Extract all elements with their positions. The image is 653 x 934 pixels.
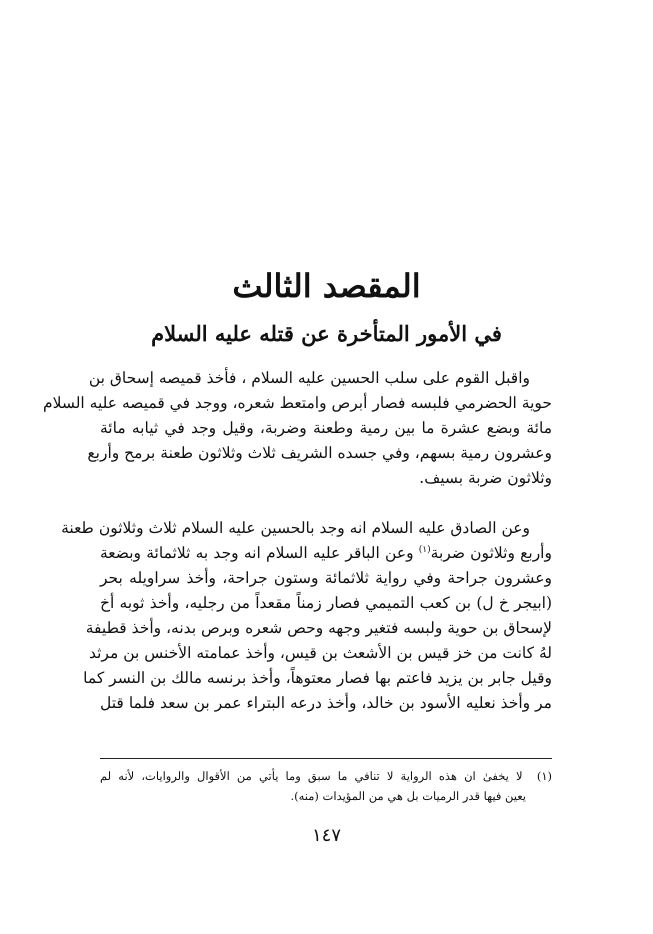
footnote	[100, 766, 552, 806]
text-line: واقبل القوم على سلب الحسين عليه السلام ، فأخذ قميصه إسحاق بن	[88, 369, 530, 387]
chapter-title: المقصد الثالث	[232, 267, 421, 305]
text-line: لإسحاق بن حوية ولبسه فتغير وجهه وحص شعره وبرص بدنه، وأخذ قطيفة	[85, 619, 552, 637]
paragraph-1	[43, 366, 552, 491]
text-segment: وعن الباقر عليه السلام انه وجد به ثلاثمائة وبضعة	[100, 544, 414, 562]
text-line: مائة وبضع عشرة ما بين رمية وطعنة وضربة، وقيل وجد في ثيابه مائة	[100, 419, 552, 437]
text-line: وعشرون جراحة وفي رواية ثلاثمائة وستون جراحة، وأخذ سراويله بحر	[100, 569, 552, 587]
text-line-with-footnote	[100, 541, 552, 566]
page-number: ١٤٧	[311, 825, 341, 846]
text-line: مر وأخذ نعليه الأسود بن خالد، وأخذ درعه البتراء عمر بن سعد فلما قتل	[100, 694, 552, 712]
paragraph-2	[61, 516, 552, 716]
text-segment: وأربع وثلاثون ضربة	[430, 544, 552, 562]
text-line: وعشرون رمية بسهم، وفي جسده الشريف ثلاث وثلاثون طعنة برمح وأربع	[87, 444, 552, 462]
text-line: وثلاثون ضربة بسيف.	[419, 469, 552, 487]
text-line: وعن الصادق عليه السلام انه وجد بالحسين عليه السلام ثلاث وثلاثون طعنة	[61, 519, 530, 537]
text-line: وقيل جابر بن يزيد فاعتم بها فصار معتوهاً، وأخذ برنسه مالك بن النسر كما	[83, 669, 552, 687]
text-line: لهُ كانت من خز قيس بن الأشعث بن قيس، وأخذ عمامته الأخنس بن مرثد	[88, 644, 552, 662]
footnote-marker: (١)	[536, 769, 552, 783]
footnote-line	[100, 766, 552, 786]
footnote-line: يعين فيها قدر الرميات بل هي من المؤيدات (منه).	[290, 789, 526, 803]
footnote-text: لا يخفىٰ ان هذه الرواية لا تنافي ما سبق وما يأتي من الأقوال والروايات، لأنه لم	[100, 769, 523, 783]
footnote-reference[interactable]: (١)	[418, 544, 431, 555]
chapter-subtitle: في الأمور المتأخرة عن قتله عليه السلام	[151, 321, 502, 346]
text-line: حوية الحضرمي فلبسه فصار أبرص وامتعط شعره، ووجد في قميصه عليه السلام	[43, 394, 552, 412]
footnote-divider	[100, 758, 552, 759]
text-line: (ابيجر خ ل) بن كعب التميمي فصار زمناً مقعداً من رجليه، وأخذ ثوبه أخ	[100, 594, 552, 612]
